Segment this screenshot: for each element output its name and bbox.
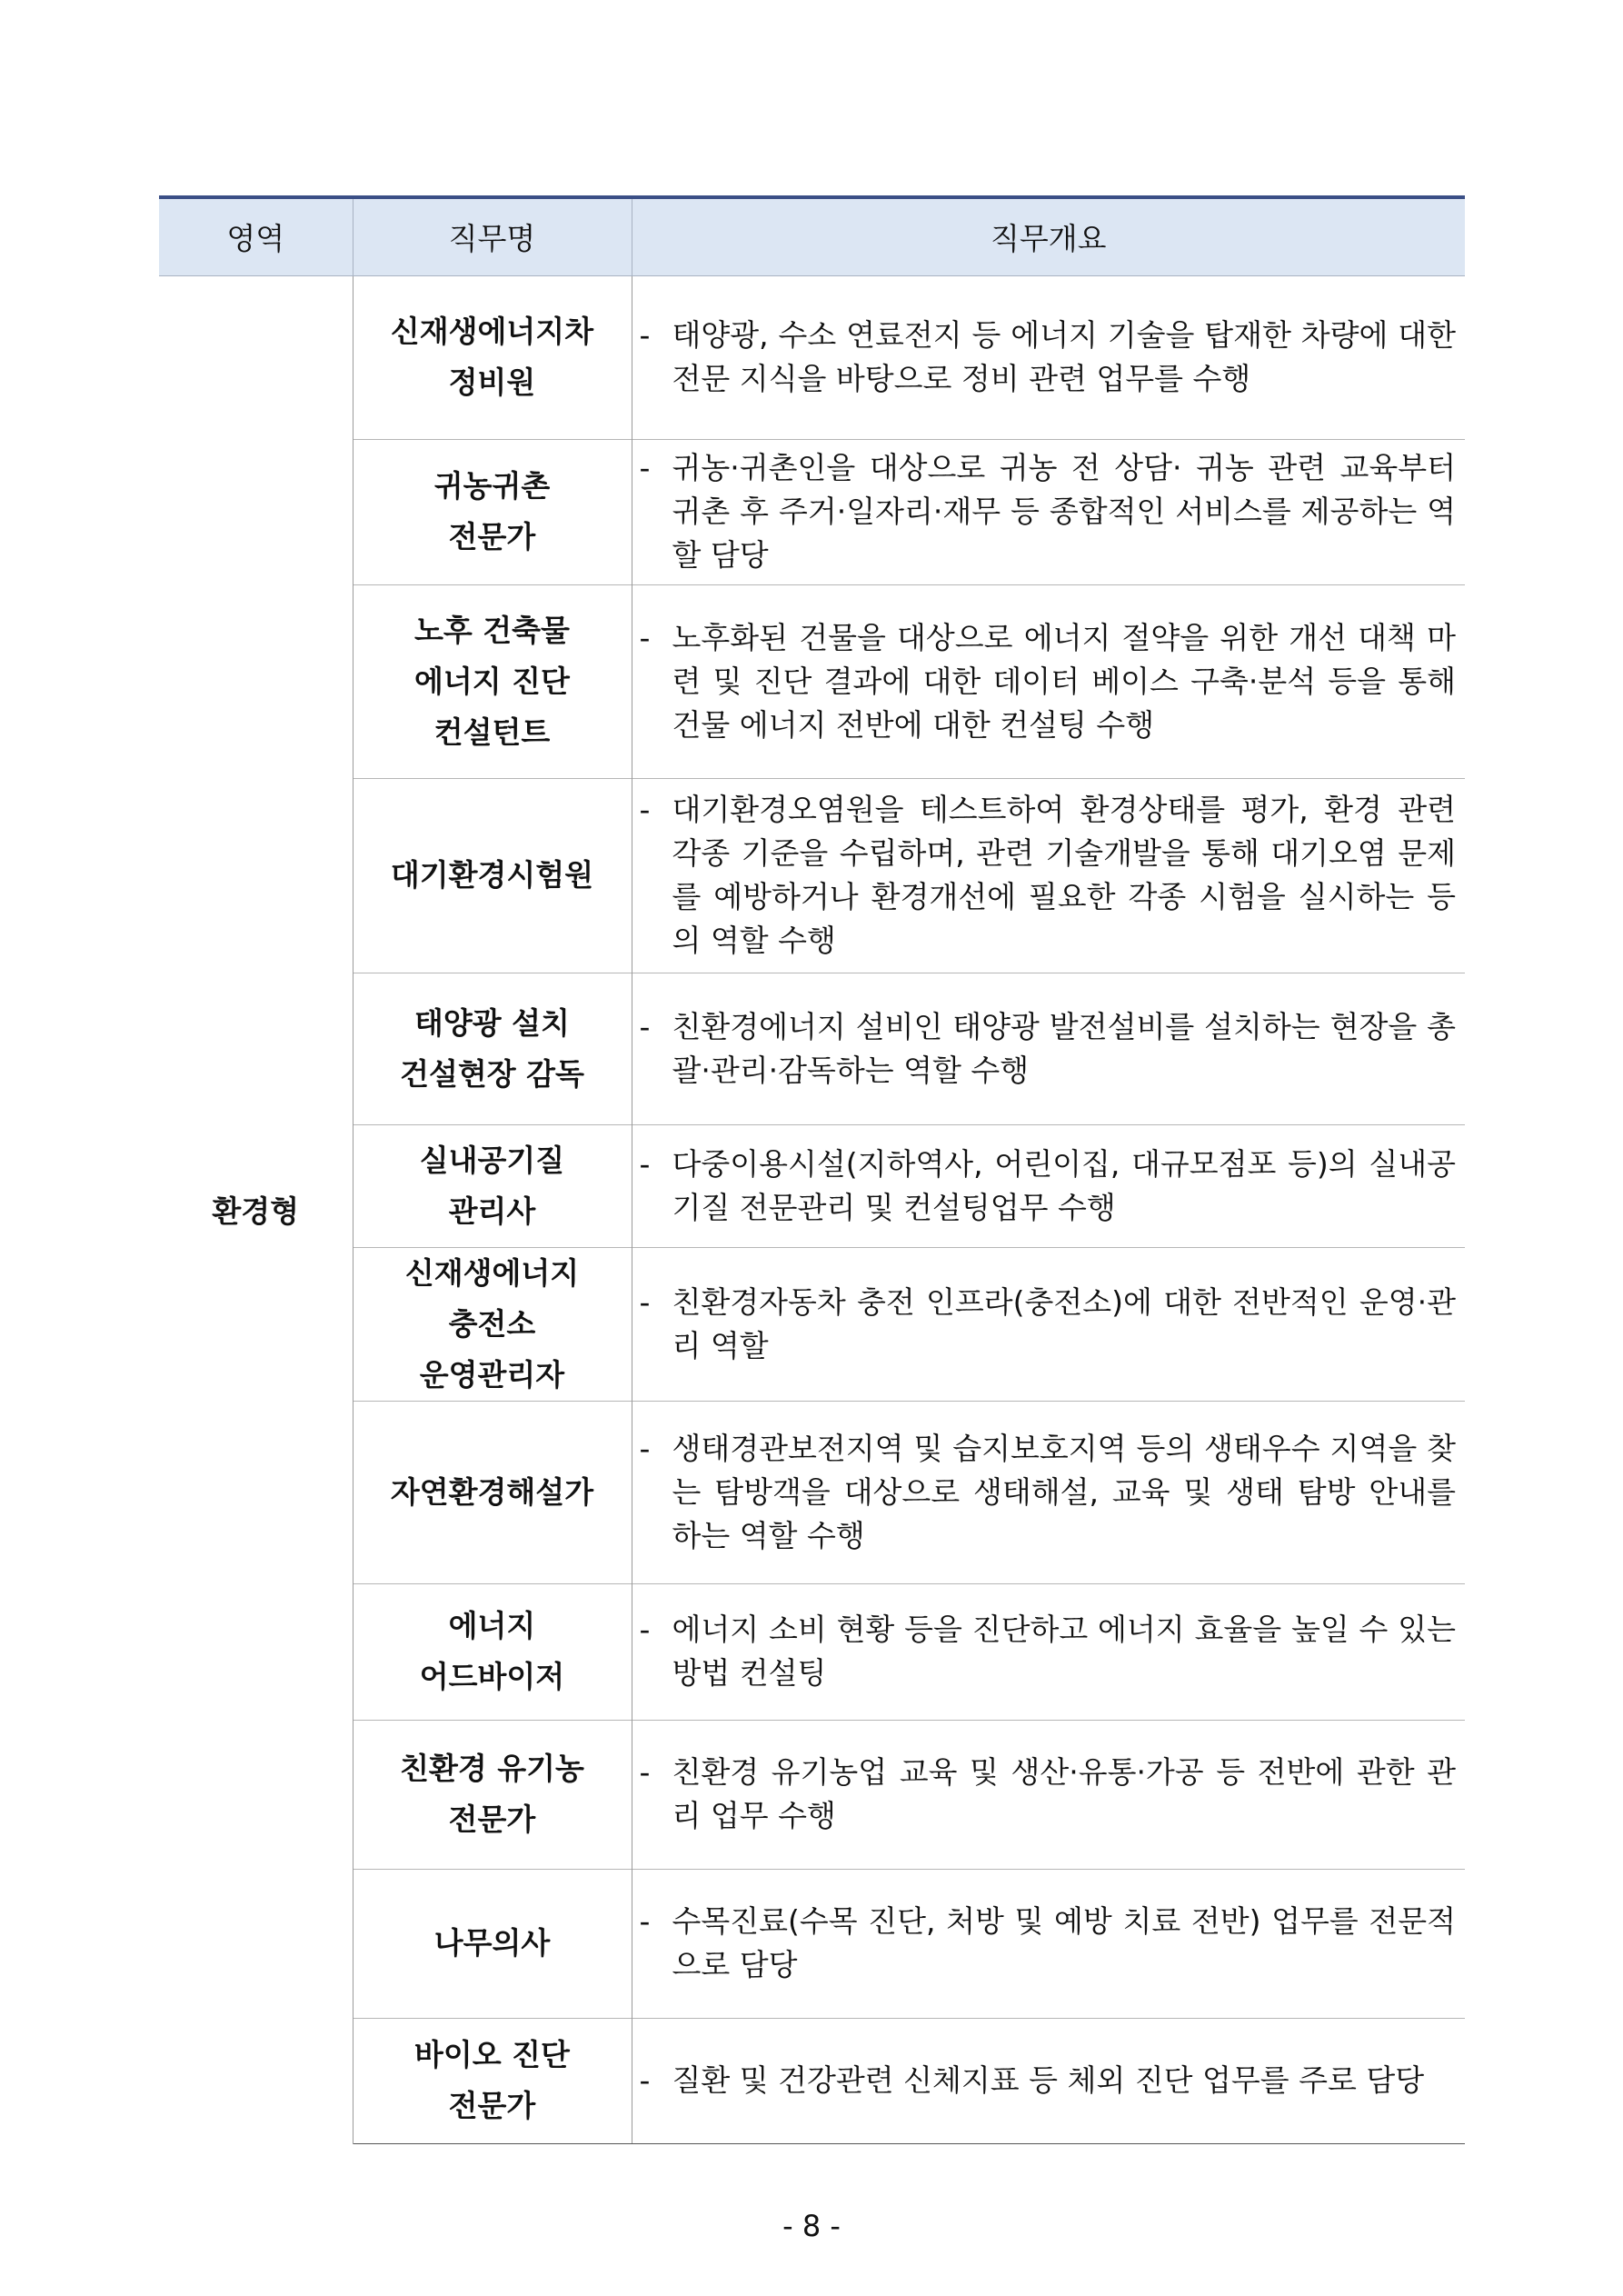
job-name-line: 바이오 진단 xyxy=(414,2037,570,2072)
job-summary-cell xyxy=(632,1583,1465,1720)
job-name-cell xyxy=(353,778,632,973)
bullet-dash: - xyxy=(639,1754,651,1790)
header-row xyxy=(159,197,1465,275)
job-summary-cell xyxy=(632,973,1465,1124)
job-summary-text: 노후화된 건물을 대상으로 에너지 절약을 위한 개선 대책 마련 및 진단 결과에 대한 데이터 베이스 구축·분석 등을 통해 건물 에너지 전반에 대한 컨설팅 수행 xyxy=(672,619,1456,743)
table-row xyxy=(159,1869,1465,2018)
job-summary-text: 친환경 유기농업 교육 및 생산·유통·가공 등 전반에 관한 관리 업무 수행 xyxy=(672,1754,1456,1833)
job-name-cell xyxy=(353,275,632,439)
job-summary-text: 대기환경오염원을 테스트하여 환경상태를 평가, 환경 관련 각종 기준을 수립하며, 관련 기술개발을 통해 대기오염 문제를 예방하거나 환경개선에 필요한 각종 시험을 실시하는 등의 역할 수행 xyxy=(672,792,1456,958)
job-name-line: 나무의사 xyxy=(433,1925,551,1961)
job-name-cell xyxy=(353,2018,632,2143)
job-summary-text: 친환경에너지 설비인 태양광 발전설비를 설치하는 현장을 총괄·관리·감독하는 역할 수행 xyxy=(672,1008,1456,1088)
bullet-dash: - xyxy=(639,1008,651,1044)
job-name-line: 전문가 xyxy=(448,519,536,554)
job-name-line: 전문가 xyxy=(448,2088,536,2123)
job-summary-wrap xyxy=(640,1751,1457,1838)
bullet-dash: - xyxy=(639,2062,651,2098)
job-summary-text: 다중이용시설(지하역사, 어린이집, 대규모점포 등)의 실내공기질 전문관리 및 컨설팅업무 수행 xyxy=(672,1145,1456,1225)
job-summary-wrap xyxy=(640,1900,1457,1987)
job-name-cell xyxy=(353,1401,632,1583)
job-name-cell xyxy=(353,973,632,1124)
job-summary-text: 에너지 소비 현황 등을 진단하고 에너지 효율을 높일 수 있는 방법 컨설팅 xyxy=(672,1612,1456,1691)
job-name-line: 컨설턴트 xyxy=(433,714,551,750)
bullet-dash: - xyxy=(639,1612,651,1647)
job-name-cell xyxy=(353,1124,632,1247)
job-name-cell xyxy=(353,1583,632,1720)
table-header xyxy=(159,197,1465,275)
table-row xyxy=(159,584,1465,778)
bullet-dash: - xyxy=(639,1145,651,1182)
job-name-line: 태양광 설치 xyxy=(414,1004,570,1041)
job-summary-wrap xyxy=(640,788,1457,963)
table-row xyxy=(159,1720,1465,1869)
job-name-line: 귀농귀촌 xyxy=(433,468,551,504)
table-row xyxy=(159,1247,1465,1401)
table-row xyxy=(159,1124,1465,1247)
header-area: 영역 xyxy=(159,197,353,275)
job-summary-cell xyxy=(632,778,1465,973)
job-summary-wrap xyxy=(640,2059,1457,2102)
job-summary-cell xyxy=(632,1124,1465,1247)
job-summary-wrap xyxy=(640,314,1457,401)
job-name-line: 노후 건축물 xyxy=(414,612,570,648)
job-name-line: 어드바이저 xyxy=(419,1659,565,1694)
job-summary-text: 귀농·귀촌인을 대상으로 귀농 전 상담· 귀농 관련 교육부터 귀촌 후 주거·일자리·재무 등 종합적인 서비스를 제공하는 역할 담당 xyxy=(672,450,1456,573)
job-name-line: 정비원 xyxy=(448,364,536,400)
job-summary-wrap xyxy=(640,1608,1457,1695)
job-name-line: 친환경 유기농 xyxy=(400,1751,584,1786)
job-summary-wrap xyxy=(640,1005,1457,1093)
job-summary-cell xyxy=(632,275,1465,439)
table-row xyxy=(159,1583,1465,1720)
job-name-cell xyxy=(353,1869,632,2018)
job-summary-wrap xyxy=(640,616,1457,747)
job-name-cell xyxy=(353,1247,632,1401)
job-name-line: 에너지 진단 xyxy=(414,663,570,699)
job-summary-wrap xyxy=(640,1143,1457,1230)
table-row xyxy=(159,275,1465,439)
page-number: - 8 - xyxy=(782,2209,841,2243)
job-name-line: 전문가 xyxy=(448,1802,536,1837)
table-body xyxy=(159,275,1465,2143)
bullet-dash: - xyxy=(639,1283,651,1320)
job-summary-cell xyxy=(632,1401,1465,1583)
job-summary-wrap xyxy=(640,446,1457,577)
job-name-line: 신재생에너지차 xyxy=(390,314,594,349)
job-name-line: 에너지 xyxy=(448,1608,536,1643)
table-row xyxy=(159,2018,1465,2143)
job-name-line: 실내공기질 xyxy=(419,1142,565,1178)
job-summary-cell xyxy=(632,1869,1465,2018)
job-name-line: 신재생에너지 xyxy=(404,1254,580,1291)
table-row xyxy=(159,778,1465,973)
header-job-summary: 직무개요 xyxy=(632,197,1465,275)
job-name-cell xyxy=(353,439,632,584)
job-table xyxy=(159,195,1465,2144)
bullet-dash: - xyxy=(639,1430,651,1466)
area-cell: 환경형 xyxy=(159,275,353,2143)
table-row xyxy=(159,439,1465,584)
job-summary-text: 태양광, 수소 연료전지 등 에너지 기술을 탑재한 차량에 대한 전문 지식을 바탕으로 정비 관련 업무를 수행 xyxy=(672,317,1456,396)
bullet-dash: - xyxy=(639,317,651,353)
job-summary-cell xyxy=(632,439,1465,584)
bullet-dash: - xyxy=(639,450,651,485)
job-summary-text: 질환 및 건강관련 신체지표 등 체외 진단 업무를 주로 담당 xyxy=(672,2062,1425,2098)
job-name-line: 충전소 xyxy=(448,1305,536,1342)
job-name-line: 운영관리자 xyxy=(419,1356,565,1393)
job-summary-cell xyxy=(632,1247,1465,1401)
bullet-dash: - xyxy=(639,619,651,655)
job-summary-wrap xyxy=(640,1427,1457,1558)
job-summary-wrap xyxy=(640,1281,1457,1368)
job-summary-cell xyxy=(632,584,1465,778)
table-row xyxy=(159,1401,1465,1583)
job-summary-text: 친환경자동차 충전 인프라(충전소)에 대한 전반적인 운영·관리 역할 xyxy=(672,1283,1456,1363)
job-summary-text: 수목진료(수목 진단, 처방 및 예방 치료 전반) 업무를 전문적으로 담당 xyxy=(672,1903,1456,1982)
bullet-dash: - xyxy=(639,1903,651,1939)
bullet-dash: - xyxy=(639,792,651,827)
job-summary-cell xyxy=(632,1720,1465,1869)
job-name-line: 자연환경해설가 xyxy=(390,1473,594,1510)
header-job-name: 직무명 xyxy=(353,197,632,275)
job-name-cell xyxy=(353,1720,632,1869)
job-summary-cell xyxy=(632,2018,1465,2143)
job-name-cell xyxy=(353,584,632,778)
table-row xyxy=(159,973,1465,1124)
job-summary-text: 생태경관보전지역 및 습지보호지역 등의 생태우수 지역을 찾는 탐방객을 대상으로 생태해설, 교육 및 생태 탐방 안내를 하는 역할 수행 xyxy=(672,1430,1456,1553)
job-name-line: 건설현장 감독 xyxy=(400,1055,584,1092)
job-name-line: 대기환경시험원 xyxy=(390,857,594,893)
job-name-line: 관리사 xyxy=(448,1193,536,1229)
